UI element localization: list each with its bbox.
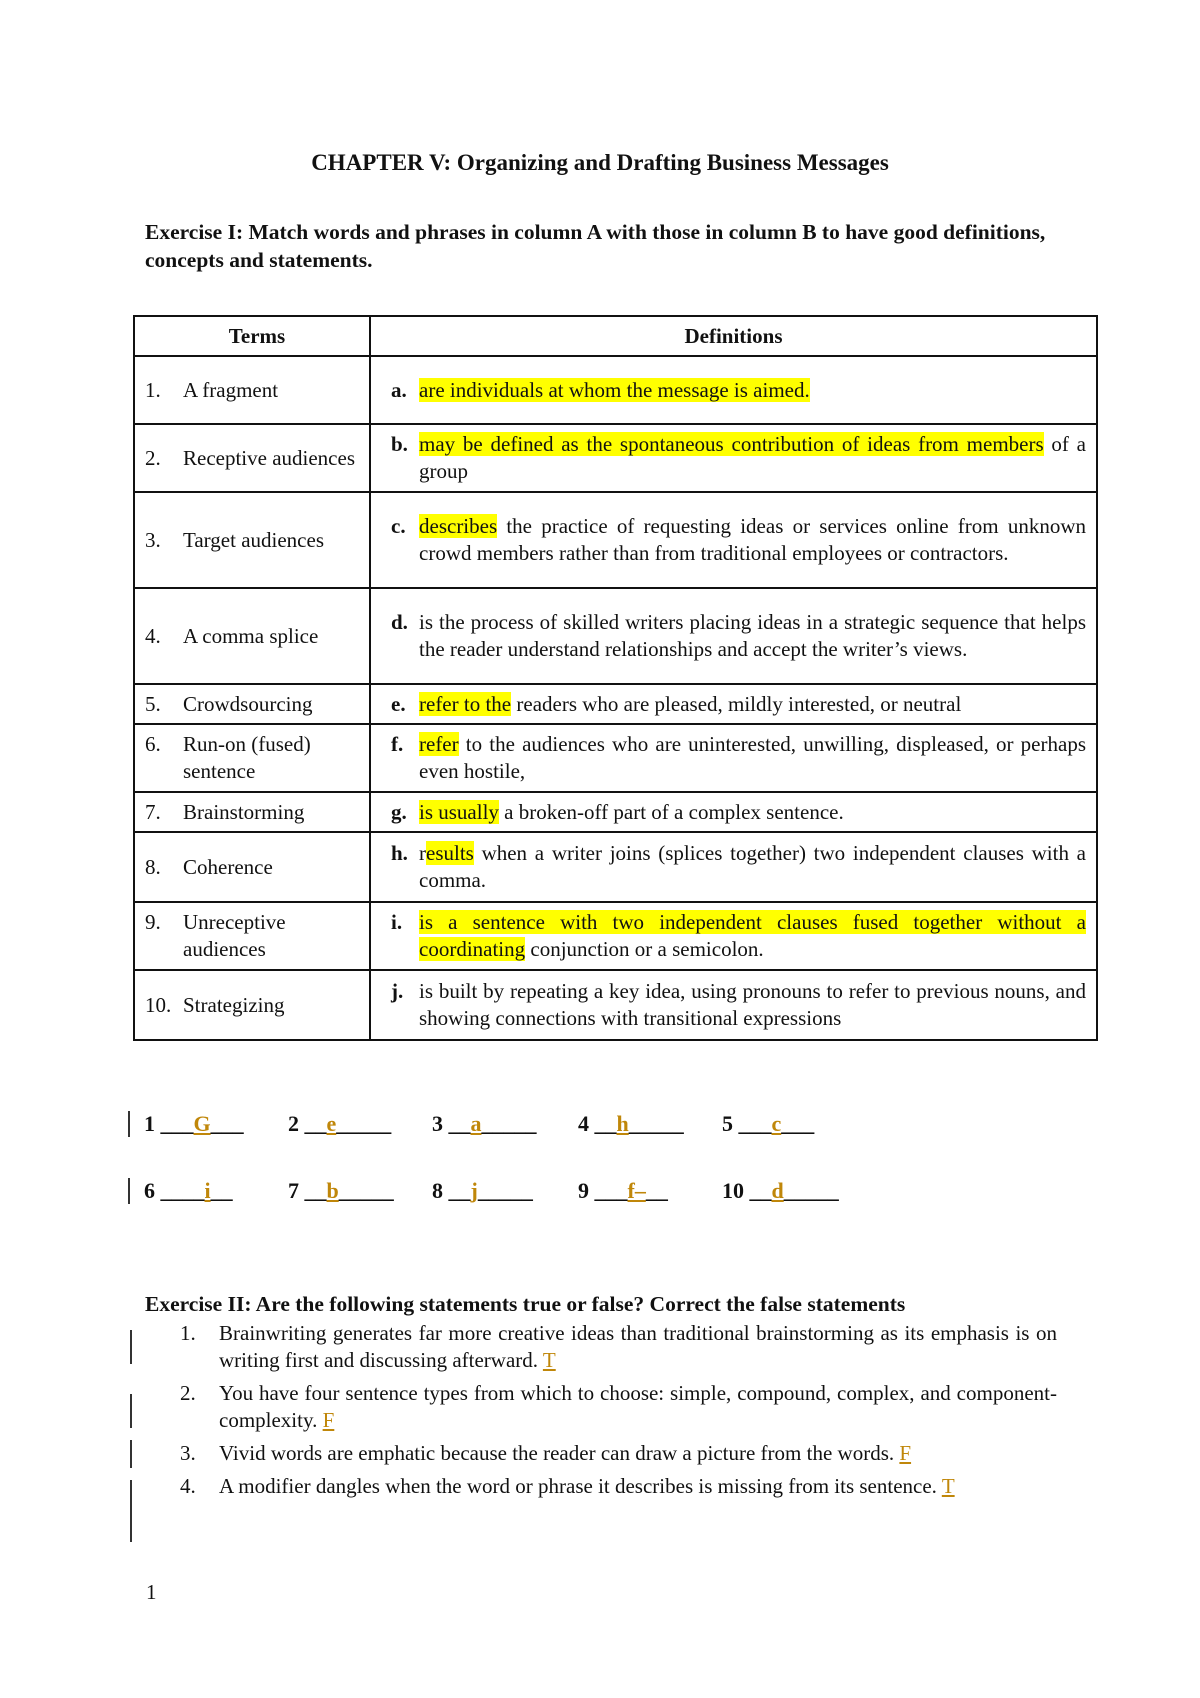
matching-table: [133, 315, 1098, 1041]
statement-answer: F: [322, 1408, 335, 1432]
answer-item: [432, 1178, 533, 1204]
term-number: 1.: [145, 377, 161, 402]
term-cell: [134, 424, 370, 492]
statement-text: Brainwriting generates far more creative ideas than traditional brainstorming as its emphasis is on writing first and discussing afterward.: [219, 1321, 1057, 1372]
definition-cell: [370, 356, 1097, 424]
term-cell: [134, 356, 370, 424]
term-number: 8.: [145, 854, 161, 879]
definition-letter: g.: [391, 799, 407, 824]
statement-item: [180, 1473, 1057, 1500]
definition-highlight: are individuals at whom the message is aimed.: [419, 377, 810, 402]
term-cell: [134, 902, 370, 970]
statement-number: 4.: [180, 1474, 196, 1498]
table-row: [134, 684, 1097, 724]
definition-text: readers who are pleased, mildly interested, or neutral: [511, 691, 962, 716]
answer-blank: _____: [336, 1111, 392, 1136]
change-bar: [130, 1440, 132, 1468]
answer-item: [578, 1111, 684, 1137]
statement-number: 2.: [180, 1381, 196, 1405]
answer-number: 3: [432, 1111, 443, 1136]
answer-number: 10: [722, 1178, 744, 1203]
answer-value: a: [470, 1111, 482, 1136]
statement-text: You have four sentence types from which to choose: simple, compound, complex, and component-complexity.: [219, 1381, 1057, 1432]
table-row: [134, 902, 1097, 970]
table-row: [134, 492, 1097, 588]
term-number: 2.: [145, 445, 161, 470]
definition-letter: f.: [391, 732, 404, 756]
table-row: [134, 970, 1097, 1040]
statement-item: [180, 1380, 1057, 1434]
answer-blank: __: [304, 1178, 327, 1203]
definition-cell: [370, 724, 1097, 792]
definition-cell: [370, 832, 1097, 902]
answer-value: c: [771, 1111, 782, 1136]
term-text: Brainstorming: [183, 799, 305, 824]
statement-answer: T: [941, 1474, 955, 1498]
term-text: Target audiences: [183, 527, 324, 552]
term-text: Receptive audiences: [183, 445, 355, 470]
term-text: Unreceptive audiences: [183, 910, 286, 961]
answer-blank: _____: [338, 1178, 394, 1203]
exercise-1-heading: Exercise I: Match words and phrases in column A with those in column B to have good definitions, concepts and statements.: [145, 220, 1046, 272]
definition-letter: e.: [391, 691, 406, 716]
definition-cell: [370, 902, 1097, 970]
statement-item: [180, 1440, 1057, 1467]
definition-cell: [370, 424, 1097, 492]
definition-text: to the audiences who are uninterested, unwilling, displeased, or perhaps even hostile,: [419, 732, 1086, 783]
answer-value: G: [193, 1111, 211, 1136]
term-cell: [134, 588, 370, 684]
answer-blank: __: [304, 1111, 327, 1136]
answer-item: [578, 1178, 668, 1204]
answer-value: j: [470, 1178, 478, 1203]
answer-item: [288, 1111, 391, 1137]
definition-letter: b.: [391, 432, 408, 456]
table-row: [134, 792, 1097, 832]
definition-cell: [370, 492, 1097, 588]
term-number: 7.: [145, 799, 161, 824]
change-bar: [130, 1480, 132, 1542]
answer-blank: ___: [160, 1111, 194, 1136]
answer-number: 7: [288, 1178, 299, 1203]
definition-highlight: describes: [419, 514, 498, 538]
change-bar: [128, 1111, 130, 1137]
terms-column-header: Terms: [134, 316, 370, 356]
table-row: [134, 724, 1097, 792]
answer-blank: __: [448, 1178, 471, 1203]
definition-letter: c.: [391, 514, 406, 538]
term-number: 5.: [145, 691, 161, 716]
true-false-list: [180, 1320, 1057, 1506]
change-bar: [130, 1394, 132, 1428]
term-cell: [134, 492, 370, 588]
answer-blank: ___: [781, 1111, 815, 1136]
definition-highlight: refer to the: [419, 691, 512, 716]
answer-item: [144, 1178, 233, 1204]
statement-answer: T: [542, 1348, 556, 1372]
term-number: 4.: [145, 623, 161, 648]
definition-cell: [370, 588, 1097, 684]
answer-item: [144, 1111, 244, 1137]
answer-number: 5: [722, 1111, 733, 1136]
term-text: A fragment: [183, 377, 279, 402]
definition-letter: i.: [391, 910, 403, 934]
term-text: A comma splice: [183, 623, 319, 648]
statement-answer: F: [899, 1441, 912, 1465]
term-cell: [134, 970, 370, 1040]
term-number: 10.: [145, 992, 172, 1017]
answer-blank: _____: [628, 1111, 684, 1136]
answer-number: 1: [144, 1111, 155, 1136]
answer-blank: _____: [783, 1178, 839, 1203]
definition-letter: d.: [391, 610, 408, 634]
answer-number: 6: [144, 1178, 155, 1203]
definition-text: of a group: [419, 432, 1086, 483]
answer-item: [432, 1111, 537, 1137]
chapter-title: CHAPTER V: Organizing and Drafting Business Messages: [311, 150, 889, 175]
term-number: 6.: [145, 732, 161, 756]
term-text: Run-on (fused) sentence: [183, 732, 311, 783]
change-bar: [128, 1178, 130, 1204]
table-header-row: [134, 316, 1097, 356]
definition-cell: [370, 684, 1097, 724]
definition-highlight: esults: [426, 841, 474, 865]
definition-highlight: is usually: [419, 799, 499, 824]
definition-letter: h.: [391, 841, 408, 865]
answer-value: d: [771, 1178, 784, 1203]
answer-blank: ___: [738, 1111, 772, 1136]
definition-cell: [370, 970, 1097, 1040]
answer-value: i: [204, 1178, 211, 1203]
answer-blank: __: [210, 1178, 233, 1203]
definition-letter: a.: [391, 377, 407, 402]
definition-text: conjunction or a semicolon.: [525, 937, 764, 961]
answer-blank: ___: [210, 1111, 244, 1136]
statement-item: [180, 1320, 1057, 1374]
definition-highlight: may be defined as the spontaneous contribution of ideas from members: [419, 432, 1044, 456]
definition-letter: j.: [391, 979, 404, 1003]
statement-text: Vivid words are emphatic because the reader can draw a picture from the words.: [219, 1441, 895, 1465]
definition-text: when a writer joins (splices together) two independent clauses with a comma.: [419, 841, 1086, 892]
term-number: 9.: [145, 910, 161, 934]
table-row: [134, 832, 1097, 902]
statement-number: 3.: [180, 1441, 196, 1465]
term-cell: [134, 792, 370, 832]
change-bar: [130, 1330, 132, 1364]
answer-blank: _____: [477, 1178, 533, 1203]
term-text: Coherence: [183, 854, 273, 879]
table-row: [134, 356, 1097, 424]
answer-item: [722, 1178, 839, 1204]
definition-prefix: r: [419, 841, 426, 865]
answer-value: h: [616, 1111, 629, 1136]
definition-highlight: refer: [419, 732, 459, 756]
definition-text: is the process of skilled writers placing ideas in a strategic sequence that helps the reader understand relationships and accept the writer’s views.: [419, 610, 1086, 661]
term-text: Crowdsourcing: [183, 691, 313, 716]
term-number: 3.: [145, 527, 161, 552]
answer-number: 9: [578, 1178, 589, 1203]
answer-blank: __: [749, 1178, 772, 1203]
answer-blank: _____: [481, 1111, 537, 1136]
answer-blank: ___: [594, 1178, 628, 1203]
statement-text: A modifier dangles when the word or phrase it describes is missing from its sentence.: [219, 1474, 937, 1498]
answer-blank: __: [448, 1111, 471, 1136]
answer-value: f–: [627, 1178, 646, 1203]
definition-text: a broken-off part of a complex sentence.: [498, 799, 844, 824]
definition-highlight: is a sentence with two independent clauses fused together without a coordinating: [419, 910, 1086, 961]
term-text: Strategizing: [183, 992, 285, 1017]
answer-blank: __: [594, 1111, 617, 1136]
answer-number: 4: [578, 1111, 589, 1136]
answer-number: 2: [288, 1111, 299, 1136]
answer-item: [288, 1178, 394, 1204]
term-cell: [134, 724, 370, 792]
definition-cell: [370, 792, 1097, 832]
table-row: [134, 588, 1097, 684]
term-cell: [134, 832, 370, 902]
exercise-2-heading: Exercise II: Are the following statements true or false? Correct the false statements: [145, 1292, 906, 1316]
definitions-column-header: Definitions: [370, 316, 1097, 356]
answer-value: e: [326, 1111, 337, 1136]
page-number: 1: [146, 1580, 157, 1604]
definition-text: the practice of requesting ideas or services online from unknown crowd members rather than from traditional employees or contractors.: [419, 514, 1086, 565]
definition-text: is built by repeating a key idea, using pronouns to refer to previous nouns, and showing connections with transitional expressions: [419, 979, 1086, 1030]
answer-number: 8: [432, 1178, 443, 1203]
answer-value: b: [326, 1178, 339, 1203]
term-cell: [134, 684, 370, 724]
answer-blank: __: [645, 1178, 668, 1203]
table-row: [134, 424, 1097, 492]
answer-item: [722, 1111, 814, 1137]
statement-number: 1.: [180, 1321, 196, 1345]
answer-blank: ____: [160, 1178, 205, 1203]
